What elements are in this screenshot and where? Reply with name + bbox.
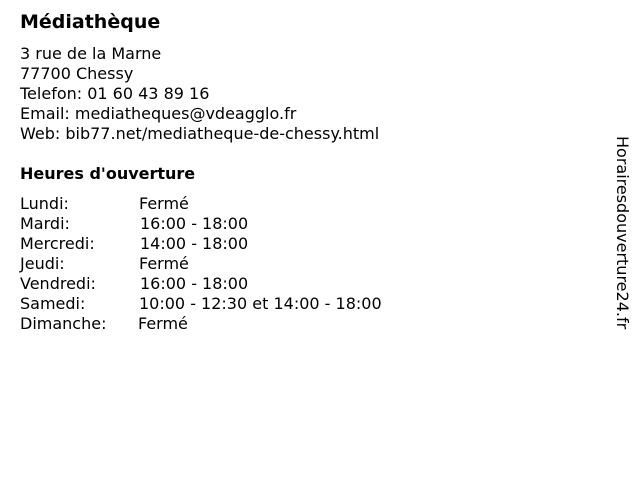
address-block <box>20 44 379 144</box>
street-address: 3 rue de la Marne <box>20 44 162 63</box>
hours-value: Fermé <box>138 314 188 333</box>
hours-value: Fermé <box>139 194 189 213</box>
hours-value: 16:00 - 18:00 <box>140 214 249 233</box>
hours-value: 16:00 - 18:00 <box>140 274 249 293</box>
day-label: Dimanche: <box>20 314 107 333</box>
day-label: Samedi: <box>20 294 86 313</box>
day-label: Lundi: <box>20 194 69 213</box>
hours-value: Fermé <box>139 254 189 273</box>
hours-value: 10:00 - 12:30 et 14:00 - 18:00 <box>139 294 382 313</box>
day-label: Vendredi: <box>20 274 96 293</box>
city-postcode: 77700 Chessy <box>20 64 134 83</box>
day-label: Jeudi: <box>20 254 65 273</box>
hours-value: 14:00 - 18:00 <box>140 234 249 253</box>
opening-hours-heading: Heures d'ouverture <box>20 164 196 183</box>
site-watermark: Horairesdouverture24.fr <box>613 136 632 330</box>
page-title: Médiathèque <box>20 11 161 33</box>
phone-number: Telefon: 01 60 43 89 16 <box>20 84 210 103</box>
day-label: Mardi: <box>20 214 70 233</box>
day-label: Mercredi: <box>20 234 95 253</box>
website-url: Web: bib77.net/mediatheque-de-chessy.html <box>20 124 380 143</box>
email-address: Email: mediatheques@vdeagglo.fr <box>20 104 297 123</box>
